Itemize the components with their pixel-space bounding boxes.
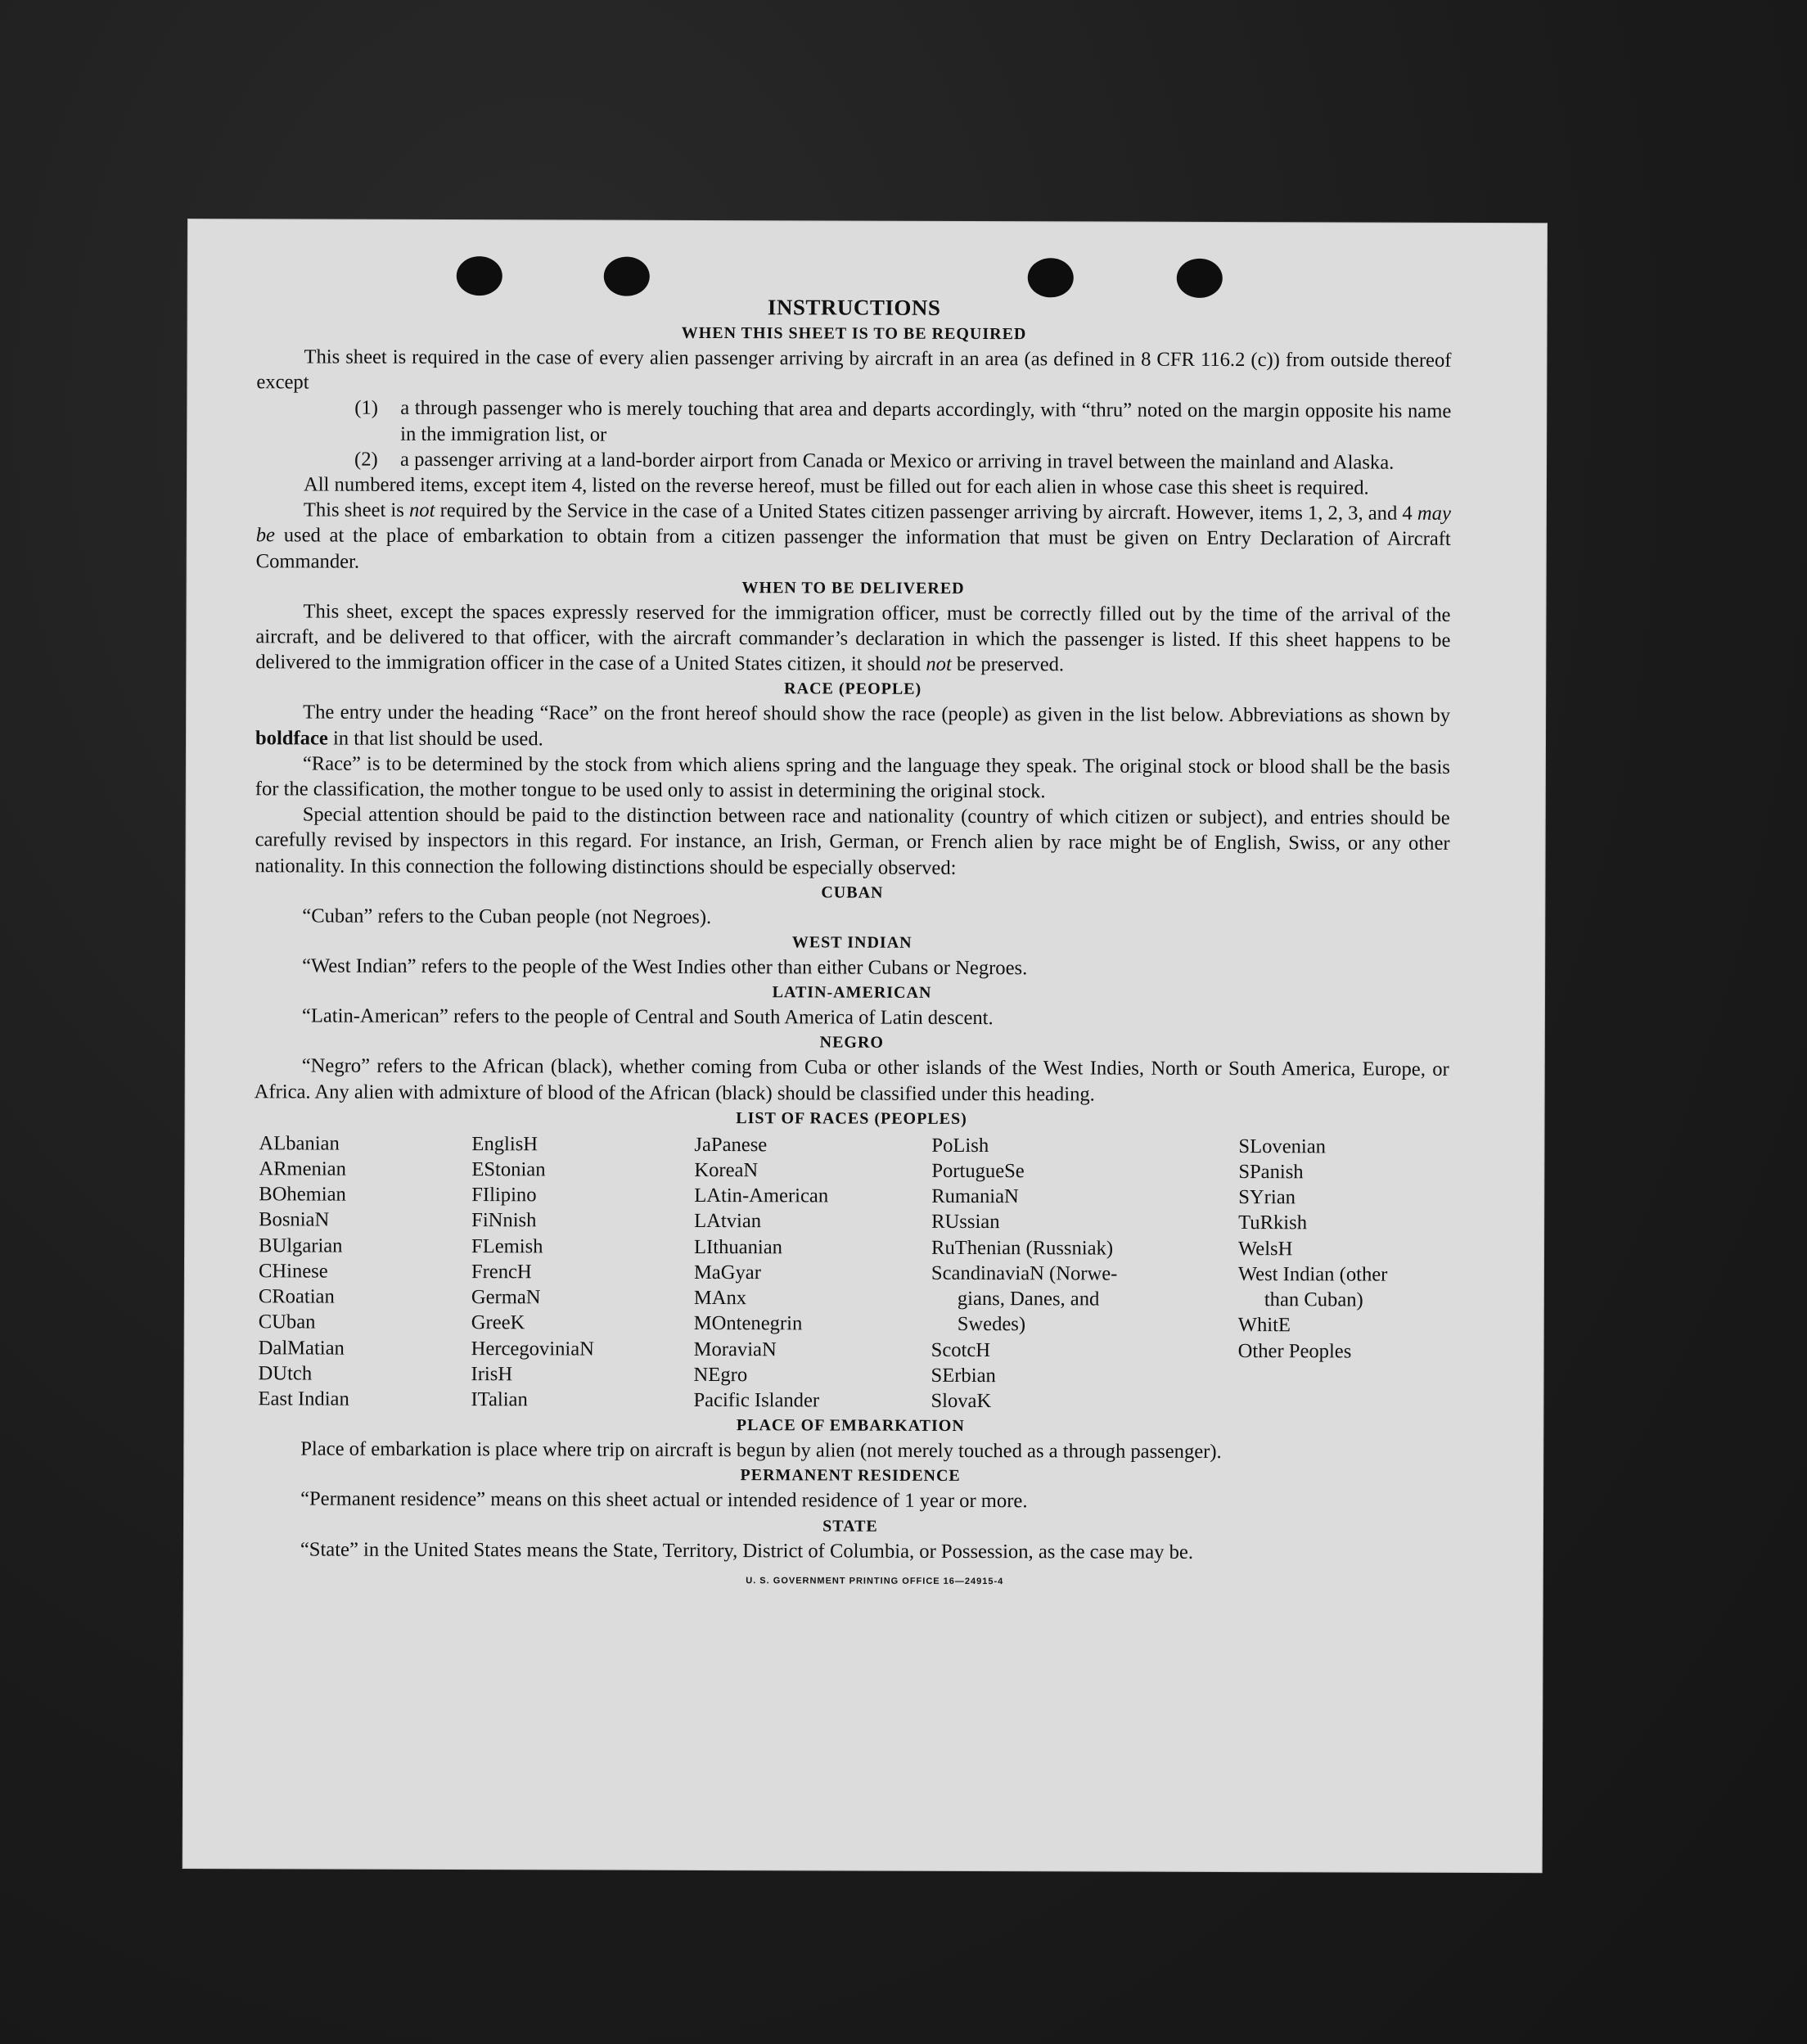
- list-item: TuRkish: [1238, 1212, 1308, 1234]
- paragraph: “Latin-American” refers to the people of Central and South America of Latin descent.: [301, 1004, 994, 1030]
- list-item: KoreaN: [694, 1159, 759, 1182]
- list-item: FLemish: [471, 1234, 543, 1258]
- list-item: CHinese: [258, 1260, 328, 1283]
- list-item: ARmenian: [259, 1157, 346, 1180]
- list-item: ScotcH: [931, 1338, 991, 1361]
- paragraph: “Negro” refers to the African (black), whether coming from Cuba or other islands of the West Indies, North or South America, Europe, or Africa. Any alien with admixture of blood of the African (black) should be classified under this heading.: [254, 1054, 1449, 1106]
- list-item: [354, 446, 1451, 475]
- list-item: SPanish: [1238, 1161, 1304, 1184]
- list-item: Pacific Islander: [693, 1388, 820, 1412]
- section-heading: PERMANENT RESIDENCE: [740, 1466, 961, 1486]
- section-heading: STATE: [822, 1516, 878, 1536]
- list-item: JaPanese: [694, 1133, 768, 1157]
- list-item: PortugueSe: [931, 1159, 1025, 1183]
- instructions-content: [253, 291, 1452, 1596]
- printing-office-footer: U. S. GOVERNMENT PRINTING OFFICE 16—24915-4: [746, 1575, 1004, 1586]
- list-item: GreeK: [471, 1311, 525, 1334]
- punch-hole-icon: [457, 256, 502, 296]
- list-item: SYrian: [1238, 1186, 1296, 1209]
- section-heading: CUBAN: [821, 883, 884, 902]
- section-heading: PLACE OF EMBARKATION: [736, 1416, 965, 1436]
- race-column: [471, 1131, 694, 1413]
- section-heading: WHEN TO BE DELIVERED: [741, 578, 965, 598]
- list-item: RUssian: [931, 1211, 1000, 1234]
- list-item: MAnx: [693, 1287, 747, 1310]
- item-number: (1): [354, 397, 379, 420]
- punch-hole-icon: [1177, 259, 1223, 298]
- race-column: [931, 1133, 1238, 1415]
- race-column: [693, 1132, 931, 1414]
- list-item: FiNnish: [471, 1209, 537, 1232]
- list-item: Swedes): [957, 1313, 1026, 1336]
- paragraph: “State” in the United States means the State, Territory, District of Columbia, or Possession, as the case may be.: [300, 1537, 1194, 1563]
- section-heading: LATIN-AMERICAN: [772, 983, 932, 1003]
- list-item: ITalian: [471, 1387, 528, 1411]
- section-heading: LIST OF RACES (PEOPLES): [736, 1108, 967, 1128]
- list-item: LAtin-American: [694, 1184, 829, 1207]
- section-heading: WEST INDIAN: [791, 933, 913, 952]
- list-item: MoraviaN: [693, 1338, 777, 1360]
- item-number: (2): [354, 448, 378, 471]
- paragraph: Special attention should be paid to the distinction between race and nationality (country of which citizen or subject), and entries should be carefully revised by inspectors in this regard. For instance, an Irish, German, or French alien by race might be of English, Swiss, or any other nationality. In this connection the following distinctions should be especially observed:: [255, 803, 1450, 879]
- list-item: EStonian: [471, 1158, 546, 1181]
- list-item: LIthuanian: [694, 1235, 783, 1258]
- list-item: BUlgarian: [259, 1234, 343, 1257]
- list-item: SErbian: [931, 1364, 996, 1387]
- list-item: MOntenegrin: [693, 1312, 803, 1335]
- list-item: HercegoviniaN: [471, 1337, 594, 1360]
- paragraph: “Permanent residence” means on this sheet actual or intended residence of 1 year or more.: [300, 1487, 1028, 1513]
- list-item: ALbanian: [259, 1132, 340, 1155]
- paragraph: This sheet is required in the case of every alien passenger arriving by aircraft in an area (as defined in 8 CFR 116.2 (c)) from outside thereof except: [256, 345, 1452, 394]
- punch-hole-icon: [604, 257, 650, 296]
- list-item: gians, Danes, and: [957, 1288, 1100, 1311]
- list-item: than Cuban): [1264, 1288, 1363, 1311]
- paragraph: “Race” is to be determined by the stock from which aliens spring and the language they speak. The original stock or blood shall be the basis for the classification, the mother tongue to be used only to assist in determining the original stock.: [255, 752, 1450, 803]
- list-item: IrisH: [471, 1362, 513, 1385]
- list-item: CRoatian: [258, 1285, 335, 1308]
- page-title: INSTRUCTIONS: [767, 295, 941, 320]
- list-item: FIlipino: [471, 1184, 537, 1207]
- list-item: East Indian: [258, 1387, 349, 1410]
- list-item: WelsH: [1238, 1237, 1293, 1260]
- punch-hole-icon: [1028, 258, 1074, 297]
- list-item: WhitE: [1237, 1314, 1291, 1337]
- list-item: NEgro: [693, 1363, 748, 1386]
- list-item: West Indian (other: [1237, 1262, 1388, 1286]
- list-item: BOhemian: [259, 1183, 346, 1206]
- section-heading: NEGRO: [819, 1033, 885, 1053]
- list-item: [354, 395, 1451, 450]
- item-text: a through passenger who is merely touching that area and departs accordingly, with “thru” noted on the margin opposite his name in the immigration list, or: [400, 397, 1452, 446]
- list-item: SlovaK: [931, 1389, 992, 1412]
- paragraph: Place of embarkation is place where trip on aircraft is begun by alien (not merely touched as a through passenger).: [300, 1437, 1222, 1464]
- list-item: FrencH: [471, 1260, 532, 1284]
- race-column: [258, 1130, 471, 1412]
- list-item: DalMatian: [258, 1336, 345, 1360]
- race-column: [1237, 1134, 1467, 1415]
- list-item: CUban: [258, 1311, 316, 1333]
- list-item: DUtch: [258, 1361, 313, 1385]
- paragraph: All numbered items, except item 4, listed on the reverse hereof, must be filled out for each alien in whose case this sheet is required.: [303, 473, 1369, 499]
- section-heading: RACE (PEOPLE): [784, 679, 922, 699]
- list-item: BosniaN: [259, 1208, 330, 1232]
- list-item: RumaniaN: [931, 1185, 1019, 1208]
- list-item: SLovenian: [1238, 1135, 1327, 1158]
- paragraph: “West Indian” refers to the people of the West Indies other than either Cubans or Negroes.: [302, 954, 1028, 980]
- list-item: PoLish: [931, 1134, 989, 1157]
- paragraph: This sheet, except the spaces expressly reserved for the immigration officer, must be correctly filled out by the time of the arrival of the aircraft, and be delivered to that officer, with the aircraft commander’s declaration in which the passenger is listed. If this sheet happens to be delivered to the immigration officer in the case of a United States citizen, it should not be preserved.: [255, 600, 1451, 676]
- paragraph: This sheet is not required by the Service in the case of a United States citizen passenger arriving by aircraft. However, items 1, 2, 3, and 4 may be used at the place of embarkation to obtain from a citizen passenger the information that must be given on Entry Declaration of Aircraft Commander.: [255, 499, 1451, 573]
- race-list: [258, 1130, 1449, 1415]
- paragraph: The entry under the heading “Race” on the front hereof should show the race (people) as given in the list below. Abbreviations as shown by boldface in that list should be used.: [255, 701, 1451, 751]
- paragraph: “Cuban” refers to the Cuban people (not Negroes).: [302, 905, 712, 928]
- list-item: Other Peoples: [1237, 1339, 1352, 1362]
- item-text: a passenger arriving at a land-border airport from Canada or Mexico or arriving in travel between the mainland and Alaska.: [400, 448, 1395, 474]
- list-item: GermaN: [471, 1286, 541, 1309]
- list-item: LAtvian: [694, 1210, 762, 1233]
- list-item: RuThenian (Russniak): [931, 1236, 1114, 1260]
- list-item: ScandinaviaN (Norwe-: [931, 1261, 1118, 1285]
- section-heading: WHEN THIS SHEET IS TO BE REQUIRED: [681, 323, 1027, 344]
- list-item: EnglisH: [471, 1132, 538, 1156]
- document-sheet: [183, 219, 1547, 1872]
- list-item: MaGyar: [693, 1261, 761, 1284]
